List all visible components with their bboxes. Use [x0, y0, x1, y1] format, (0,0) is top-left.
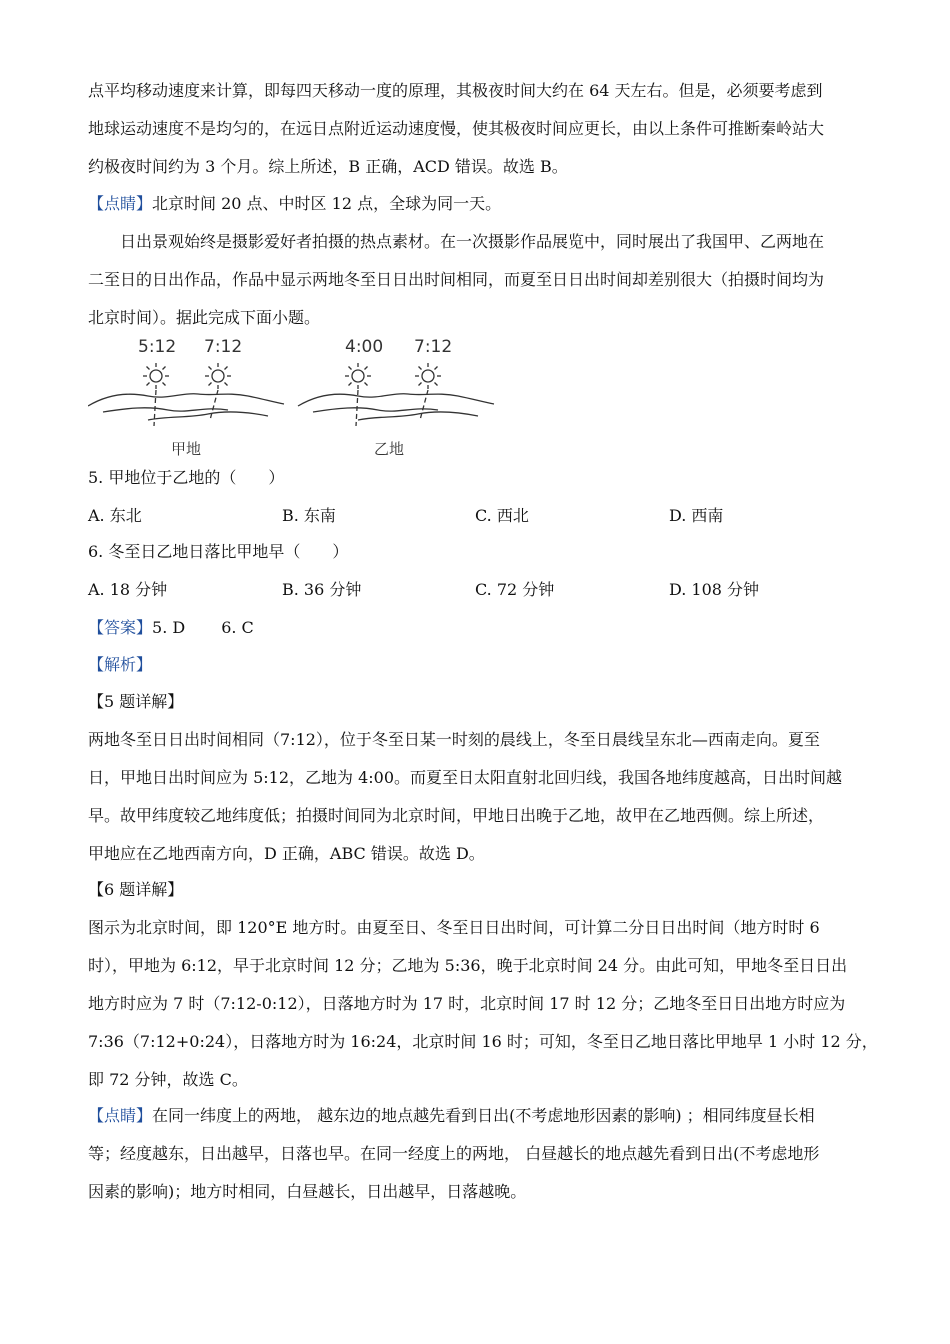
q6-detail-label: 【6 题详解】 [88, 880, 184, 899]
q5-option-a: A. 东北 [88, 506, 142, 525]
time-label: 7:12 [204, 337, 243, 357]
detail-line: 日，甲地日出时间应为 5:12，乙地为 4:00。而夏至日太阳直射北回归线，我国各地纬度越高，日出时间越 [88, 768, 843, 787]
analysis-label: 【解析】 [88, 655, 153, 674]
detail-line: 7:36（7:12+0:24），日落地方时为 16:24，北京时间 16 时；可知，冬至日乙地日落比甲地早 1 小时 12 分， [88, 1032, 878, 1051]
question-6-stem: 6. 冬至日乙地日落比甲地早（ ） [88, 542, 349, 561]
intro-line: 北京时间）。据此完成下面小题。 [88, 308, 321, 327]
tip-text: 在同一纬度上的两地， 越东边的地点越先看到日出(不考虑地形因素的影响) ；相同纬度昼长相 [152, 1106, 815, 1125]
paragraph-line: 点平均移动速度来计算，即每四天移动一度的原理，其极夜时间大约在 64 天左右。但是，必须要考虑到 [88, 81, 823, 100]
q5-option-c: C. 西北 [475, 506, 529, 525]
q5-option-d: D. 西南 [669, 506, 724, 525]
paragraph-line: 约极夜时间约为 3 个月。综上所述，B 正确，ACD 错误。故选 B。 [88, 157, 568, 176]
tip-line: 等；经度越东，日出越早，日落也早。在同一经度上的两地， 白昼越长的地点越先看到日出(不考虑地形 [88, 1144, 820, 1163]
q6-option-c: C. 72 分钟 [475, 580, 555, 599]
q6-option-a: A. 18 分钟 [88, 580, 168, 599]
tip-text: 北京时间 20 点、中时区 12 点，全球为同一天。 [152, 194, 502, 213]
tip-label: 【点睛】 [88, 194, 153, 213]
detail-line: 地方时应为 7 时（7:12-0:12），日落地方时为 17 时，北京时间 17 时 12 分；乙地冬至日日出地方时应为 [88, 994, 846, 1013]
tip-line [88, 1106, 815, 1126]
tip-line: 因素的影响)；地方时相同，白昼越长，日出越早，日落越晚。 [88, 1182, 527, 1201]
sun-icon [345, 363, 371, 389]
landscape-left [88, 390, 284, 426]
tip-line [88, 194, 501, 214]
time-label: 5:12 [138, 337, 177, 357]
intro-line: 二至日的日出作品，作品中显示两地冬至日日出时间相同，而夏至日日出时间却差别很大（拍摄时间均为 [88, 270, 825, 289]
tip-label: 【点睛】 [88, 1106, 153, 1125]
sun-icon [205, 363, 231, 389]
question-5-stem: 5. 甲地位于乙地的（ ） [88, 468, 285, 487]
q5-option-b: B. 东南 [282, 506, 336, 525]
detail-line: 图示为北京时间，即 120°E 地方时。由夏至日、冬至日日出时间，可计算二分日日出时间（地方时时 6 [88, 918, 820, 937]
detail-line: 两地冬至日日出时间相同（7:12），位于冬至日某一时刻的晨线上，冬至日晨线呈东北—西南走向。夏至 [88, 730, 820, 749]
detail-line: 时），甲地为 6:12，早于北京时间 12 分；乙地为 5:36，晚于北京时间 24 分。由此可知，甲地冬至日日出 [88, 956, 848, 975]
sun-icon [143, 363, 169, 389]
answer-6: 6. C [221, 618, 254, 637]
paragraph-line: 地球运动速度不是均匀的，在远日点附近运动速度慢，使其极夜时间应更长，由以上条件可推断秦岭站大 [88, 119, 825, 138]
detail-line: 甲地应在乙地西南方向，D 正确，ABC 错误。故选 D。 [88, 844, 485, 863]
time-label: 4:00 [345, 337, 384, 357]
answer-5: 5. D [152, 618, 186, 637]
intro-line: 日出景观始终是摄影爱好者拍摄的热点素材。在一次摄影作品展览中，同时展出了我国甲、乙两地在 [120, 232, 825, 251]
sunrise-figure [88, 334, 508, 464]
detail-line: 即 72 分钟，故选 C。 [88, 1070, 248, 1089]
answer-label: 【答案】 [88, 618, 153, 637]
q5-detail-label: 【5 题详解】 [88, 692, 184, 711]
place-label: 甲地 [171, 440, 202, 458]
place-label: 乙地 [374, 440, 405, 458]
q6-option-b: B. 36 分钟 [282, 580, 362, 599]
q6-option-d: D. 108 分钟 [669, 580, 760, 599]
detail-line: 早。故甲纬度较乙地纬度低；拍摄时间同为北京时间，甲地日出晚于乙地，故甲在乙地西侧。综上所述， [88, 806, 825, 825]
landscape-right [298, 390, 494, 426]
time-label: 7:12 [414, 337, 453, 357]
sun-icon [415, 363, 441, 389]
answer-line [88, 618, 254, 638]
